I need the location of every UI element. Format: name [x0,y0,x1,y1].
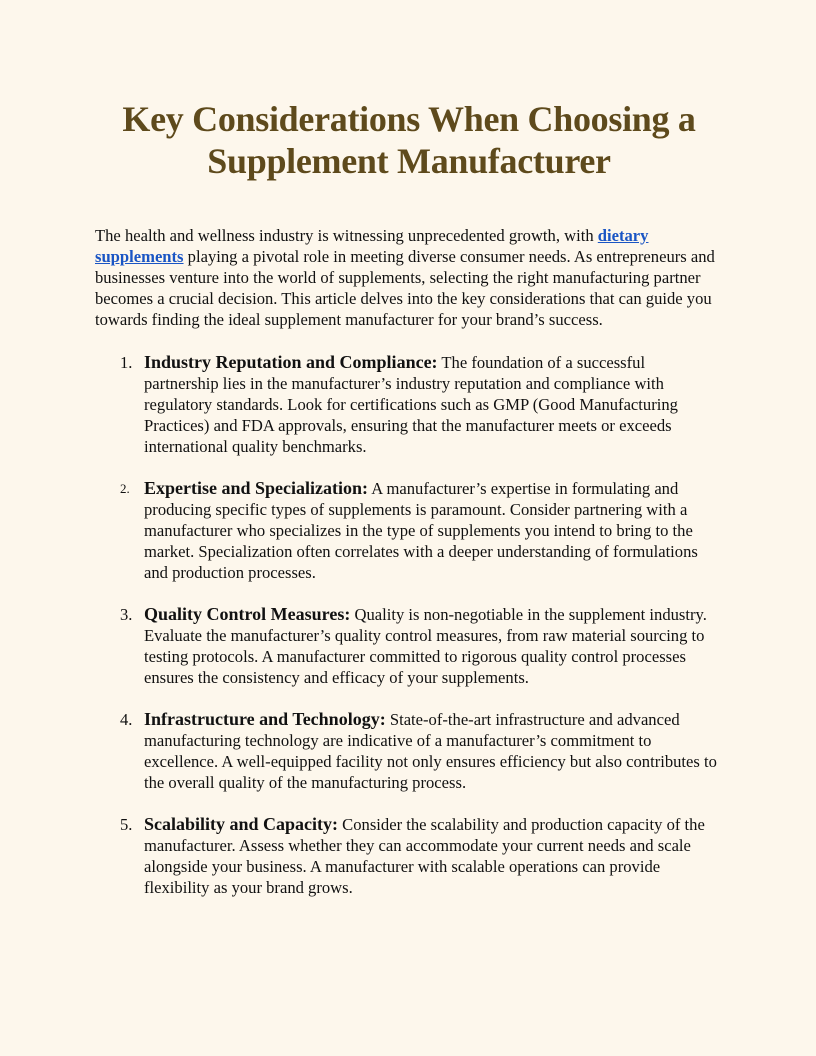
item-heading: Quality Control Measures: [144,604,351,624]
item-text: The foundation of a successful partnership lies in the manufacturer’s industry reputation and compliance with regulatory standards. Look for certifications such as GMP (Good Manufacturing Practices) and FDA approvals, ensuring that the manufacturer meets or exceeds international quality benchmarks. [144,353,678,456]
list-item [95,604,723,688]
item-number: 5. [120,815,133,834]
item-number: 3. [120,605,133,624]
item-number: 4. [120,710,133,729]
item-text: A manufacturer’s expertise in formulating and producing specific types of supplements is paramount. Consider partnering with a manufacturer who specializes in the type of supplements you intend to bring to the market. Specialization often correlates with a deeper understanding of formulations and production processes. [144,479,698,582]
list-item [95,709,723,793]
item-heading: Industry Reputation and Compliance: [144,352,438,372]
list-item [95,352,723,457]
intro-text-after: playing a pivotal role in meeting diverse consumer needs. As entrepreneurs and businesses venture into the world of supplements, selecting the right manufacturing partner becomes a crucial decision. This article delves into the key considerations that can guide you towards finding the ideal supplement manufacturer for your brand’s success. [95,247,715,329]
intro-paragraph [95,225,723,330]
intro-text-before: The health and wellness industry is witnessing unprecedented growth, with [95,226,598,245]
item-heading: Scalability and Capacity: [144,814,339,834]
item-heading: Expertise and Specialization: [144,478,368,498]
list-item [95,478,723,583]
item-number: 1. [120,353,133,372]
list-item [95,814,723,898]
item-text: State-of-the-art infrastructure and advanced manufacturing technology are indicative of a manufacturer’s commitment to excellence. A well-equipped facility not only ensures efficiency but also contributes to the overall quality of the manufacturing process. [144,710,717,792]
item-number: 2. [120,481,130,496]
considerations-list [95,352,723,898]
document-page [95,98,723,919]
dietary-supplements-link[interactable]: dietary supplements [95,226,649,266]
item-heading: Infrastructure and Technology: [144,709,386,729]
page-title: Key Considerations When Choosing a Supplement Manufacturer [122,99,696,181]
item-text: Quality is non-negotiable in the supplement industry. Evaluate the manufacturer’s quality control measures, from raw material sourcing to testing protocols. A manufacturer committed to rigorous quality control processes ensures the consistency and efficacy of your supplements. [144,605,707,687]
item-text: Consider the scalability and production capacity of the manufacturer. Assess whether they can accommodate your current needs and scale alongside your business. A manufacturer with scalable operations can provide flexibility as your brand grows. [144,815,705,897]
